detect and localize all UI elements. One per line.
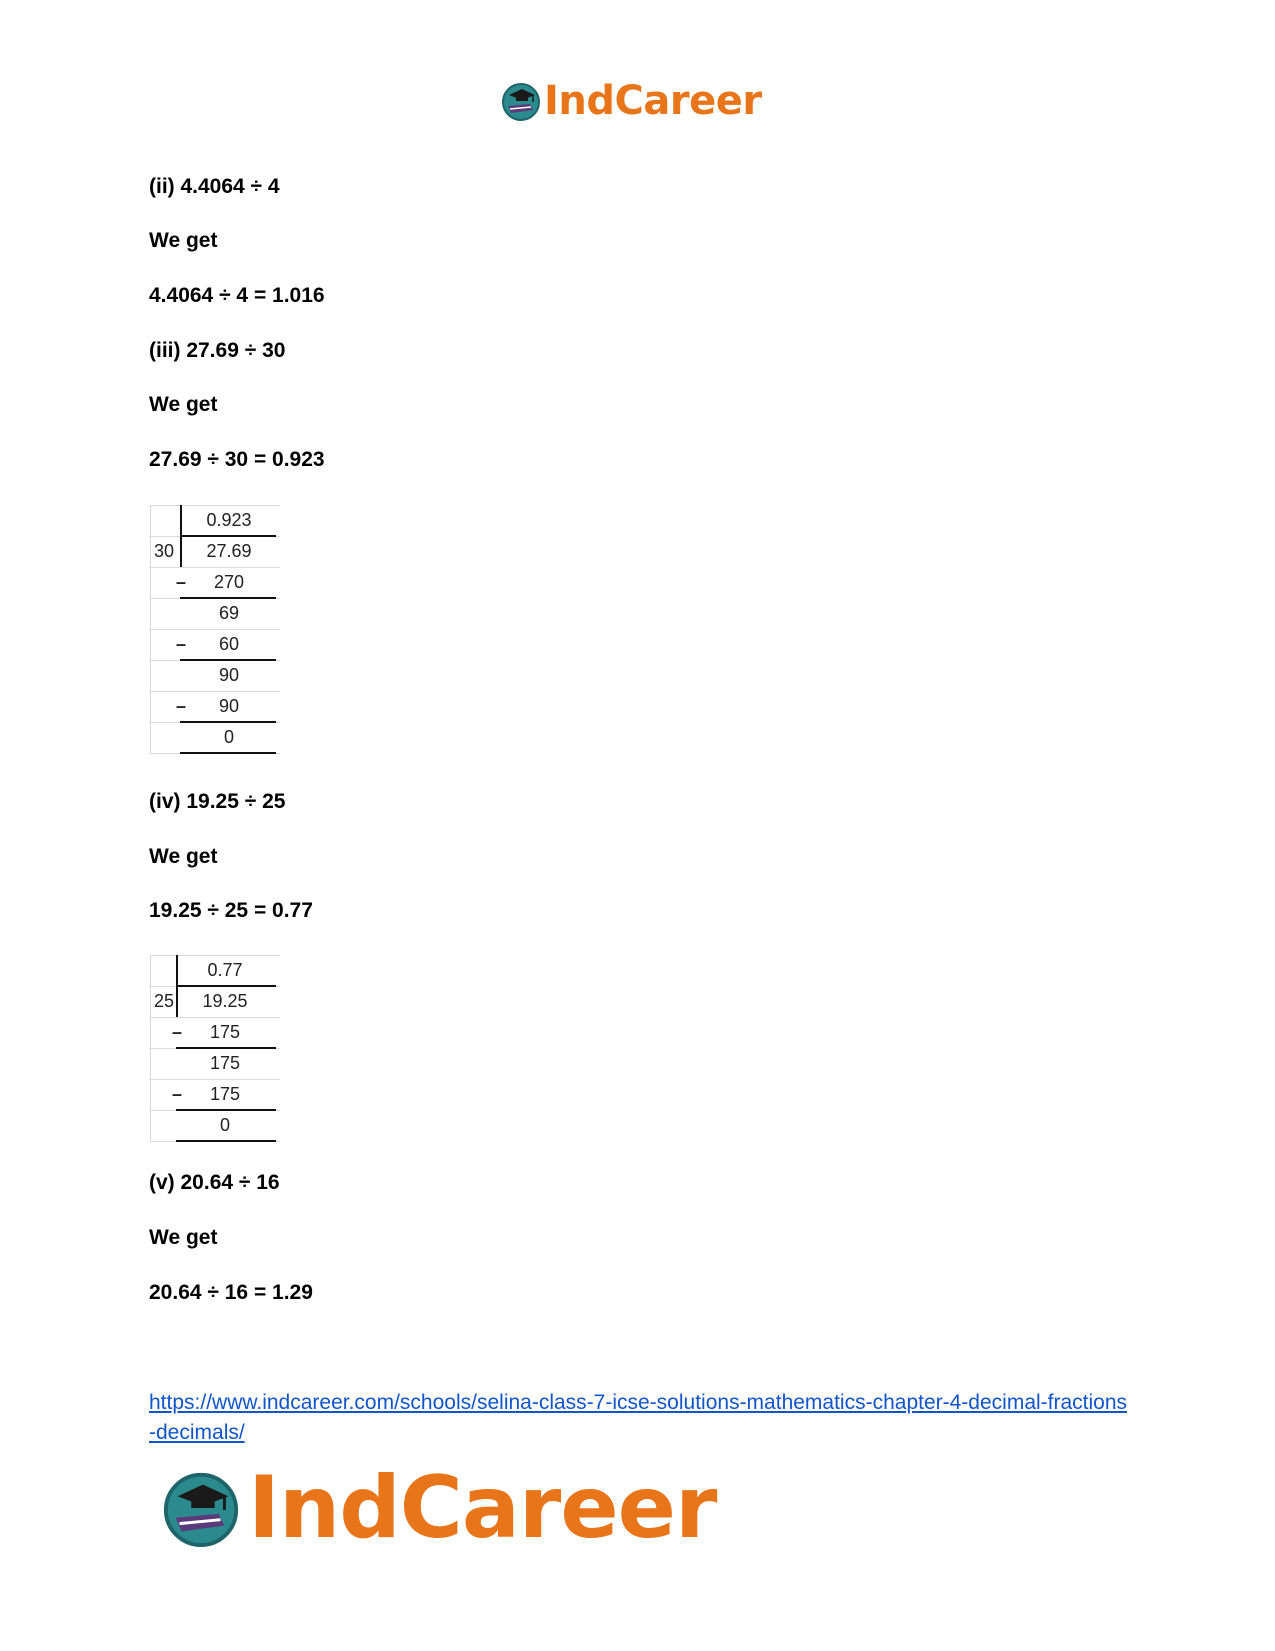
q3-result: 27.69 ÷ 30 = 0.923 (149, 448, 325, 471)
division-step-value: 0 (219, 1115, 230, 1135)
long-division-q4 (150, 955, 280, 1145)
minus-sign: – (176, 634, 187, 654)
division-step-value: 69 (218, 603, 240, 623)
division-step-value: 90 (218, 665, 240, 685)
division-quotient: 0.923 (206, 510, 252, 530)
long-division-q3 (150, 505, 280, 755)
grid-line (150, 955, 151, 1141)
subtraction-rule (180, 752, 276, 754)
division-step-value: 270 (213, 572, 245, 592)
division-step-value: 175 (209, 1022, 241, 1042)
q2-title: (ii) 4.4064 ÷ 4 (149, 175, 280, 198)
grid-line (150, 1079, 280, 1080)
division-step (150, 1017, 280, 1048)
grid-line (150, 691, 280, 692)
division-step (150, 1048, 280, 1079)
minus-sign: – (172, 1084, 183, 1104)
subtraction-rule (180, 597, 276, 599)
division-dividend: 19.25 (202, 991, 248, 1011)
division-step (150, 567, 280, 598)
q4-result: 19.25 ÷ 25 = 0.77 (149, 899, 313, 922)
minus-sign: – (176, 696, 187, 716)
division-divisor: 25 (154, 991, 175, 1011)
source-url-link[interactable]: https://www.indcareer.com/schools/selina-class-7-icse-solutions-mathematics-chapter-4-decimal-fractions-decimals/ (149, 1391, 1128, 1444)
division-step-value: 60 (218, 634, 240, 654)
division-step (150, 598, 280, 629)
footer-logo (160, 1458, 717, 1558)
minus-sign: – (176, 572, 187, 592)
division-step-value: 175 (209, 1084, 241, 1104)
grid-line (150, 505, 151, 753)
q3-title: (iii) 27.69 ÷ 30 (149, 339, 286, 362)
minus-sign: – (172, 1022, 183, 1042)
subtraction-rule (176, 1140, 276, 1142)
division-quotient: 0.77 (207, 960, 243, 980)
q5-we-get: We get (149, 1226, 218, 1249)
division-step (150, 722, 280, 753)
q4-we-get: We get (149, 845, 218, 868)
grid-line (150, 567, 280, 568)
subtraction-rule (176, 1109, 276, 1111)
header-logo (500, 80, 762, 122)
division-step-value: 0 (223, 727, 234, 747)
division-bracket-top (176, 985, 276, 987)
q3-we-get: We get (149, 393, 218, 416)
q5-title: (v) 20.64 ÷ 16 (149, 1171, 280, 1194)
division-step (150, 691, 280, 722)
subtraction-rule (176, 1047, 276, 1049)
subtraction-rule (180, 721, 276, 723)
q4-title: (iv) 19.25 ÷ 25 (149, 790, 286, 813)
grid-line (150, 1017, 280, 1018)
division-divisor: 30 (154, 541, 175, 561)
division-step (150, 1110, 280, 1141)
grid-line (150, 505, 280, 506)
division-step-value: 90 (218, 696, 240, 716)
division-bracket-top (180, 535, 276, 537)
grid-line (150, 629, 280, 630)
division-step-value: 175 (209, 1053, 241, 1073)
graduation-cap-book-globe-icon (500, 80, 542, 122)
graduation-cap-book-globe-icon (160, 1467, 242, 1549)
subtraction-rule (180, 659, 276, 661)
q2-we-get: We get (149, 229, 218, 252)
q5-result: 20.64 ÷ 16 = 1.29 (149, 1281, 313, 1304)
q2-result: 4.4064 ÷ 4 = 1.016 (149, 284, 325, 307)
division-dividend: 27.69 (206, 541, 252, 561)
division-step (150, 1079, 280, 1110)
grid-line (150, 955, 280, 956)
division-step (150, 660, 280, 691)
division-step (150, 629, 280, 660)
brand-wordmark: IndCareer (248, 1458, 717, 1558)
brand-wordmark: IndCareer (544, 78, 762, 124)
